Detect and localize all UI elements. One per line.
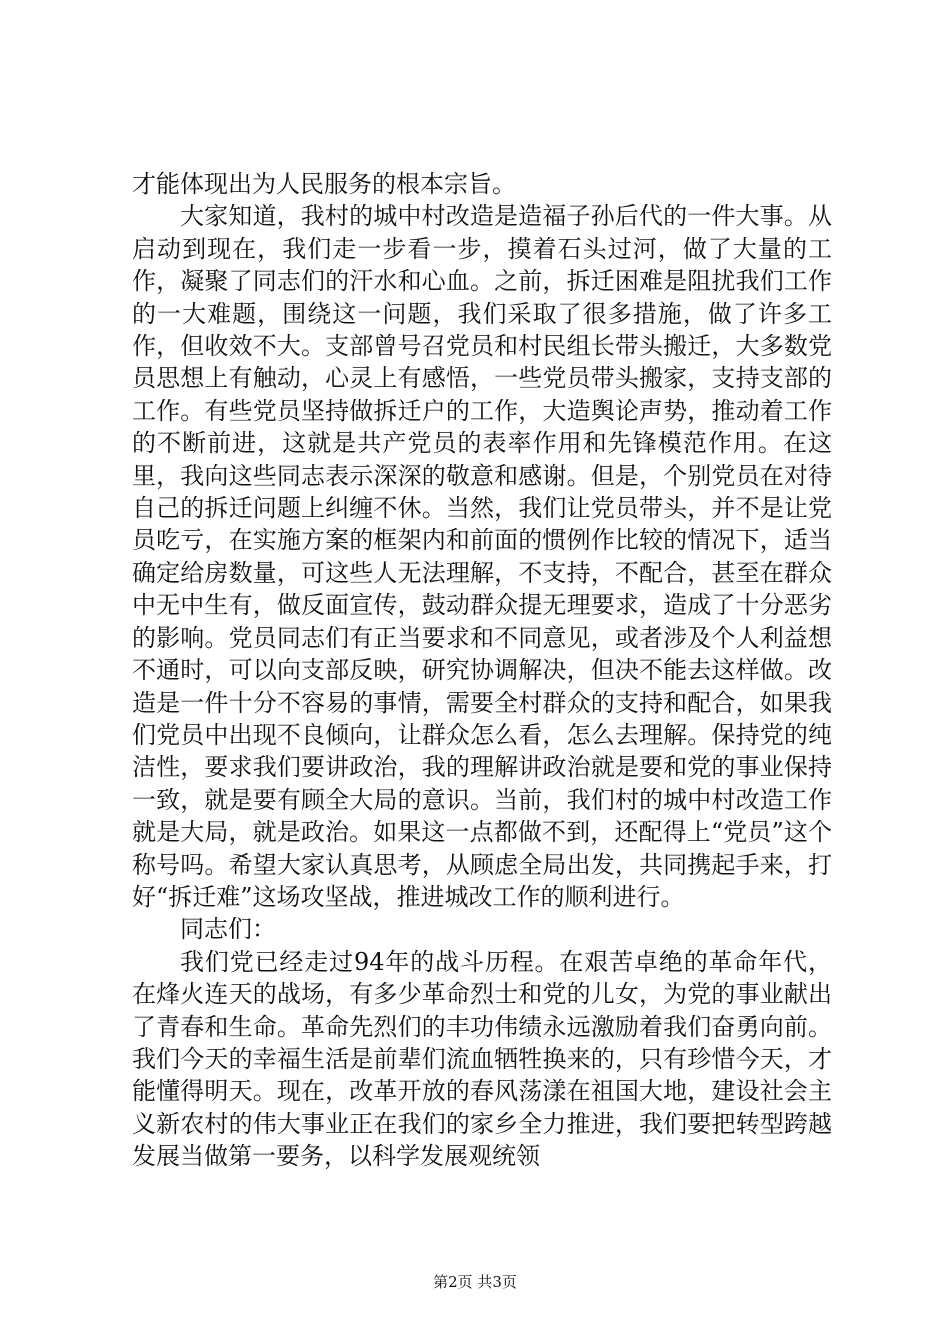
paragraph-party-history: 我们党已经走过94年的战斗历程。在艰苦卓绝的革命年代，在烽火连天的战场，有多少革命烈士和党的儿女，为党的事业献出了青春和生命。革命先烈们的丰功伟绩永远激励着我们奋勇向前。我们今天的幸福生活是前辈们流血牺牲换来的，只有珍惜今天，才能懂得明天。现在，改革开放的春风荡漾在祖国大地，建设社会主义新农村的伟大事业正在我们的家乡全力推进，我们要把转型跨越发展当做第一要务，以科学发展观统领 xyxy=(132,947,832,1171)
paragraph-urban-village-renovation: 大家知道，我村的城中村改造是造福子孙后代的一件大事。从启动到现在，我们走一步看一步，摸着石头过河，做了大量的工作，凝聚了同志们的汗水和心血。之前，拆迁困难是阻扰我们工作的一大难题，围绕这一问题，我们采取了很多措施，做了许多工作，但收效不大。支部曾号召党员和村民组长带头搬迁，大多数党员思想上有触动，心灵上有感悟，一些党员带头搬家，支持支部的工作。有些党员坚持做拆迁户的工作，大造舆论声势，推动着工作的不断前进，这就是共产党员的表率作用和先锋模范作用。在这里，我向这些同志表示深深的敬意和感谢。但是，个别党员在对待自己的拆迁问题上纠缠不休。当然，我们让党员带头，并不是让党员吃亏，在实施方案的框架内和前面的惯例作比较的情况下，适当确定给房数量，可这些人无法理解，不支持，不配合，甚至在群众中无中生有，做反面宣传，鼓动群众提无理要求，造成了十分恶劣的影响。党员同志们有正当要求和不同意见，或者涉及个人利益想不通时，可以向支部反映，研究协调解决，但决不能去这样做。改造是一件十分不容易的事情，需要全村群众的支持和配合，如果我们党员中出现不良倾向，让群众怎么看，怎么去理解。保持党的纯洁性，要求我们要讲政治，我的理解讲政治就是要和党的事业保持一致，就是要有顾全大局的意识。当前，我们村的城中村改造工作就是大局，就是政治。如果这一点都做不到，还配得上“党员”这个称号吗。希望大家认真思考，从顾虑全局出发，共同携起手来，打好“拆迁难”这场攻坚战，推进城改工作的顺利进行。 xyxy=(132,202,832,911)
paragraph-salutation: 同志们： xyxy=(180,915,276,944)
document-body xyxy=(132,168,832,1173)
paragraph-continuation: 才能体现出为人民服务的根本宗旨。 xyxy=(132,170,516,198)
page-footer: 第2页 共3页 xyxy=(433,1273,517,1291)
